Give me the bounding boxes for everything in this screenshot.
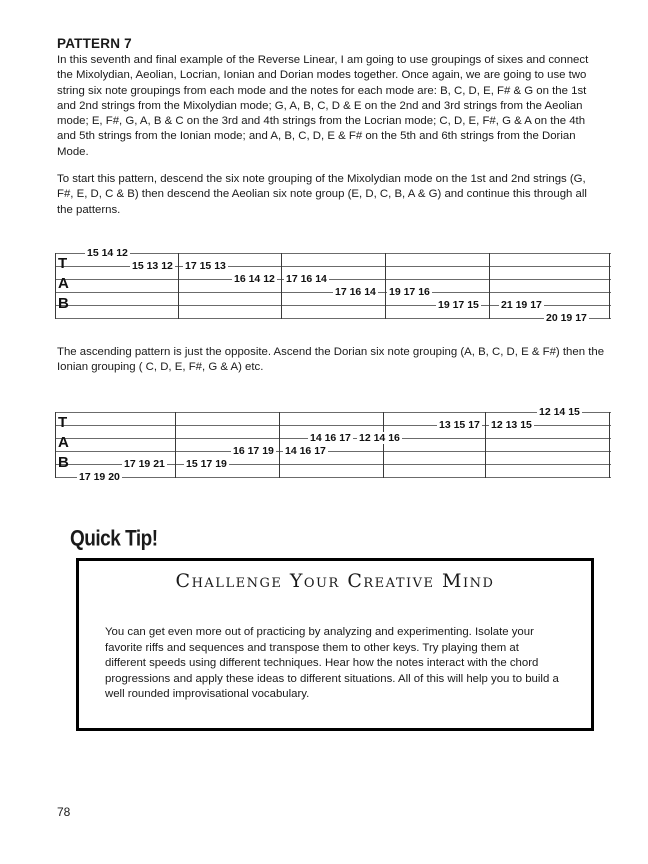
fret-number-group: 17 19 20	[79, 471, 120, 483]
fret-number-group: 15 14 12	[87, 247, 128, 259]
fret-number-group: 14 16 17	[310, 432, 351, 444]
fret-number-group: 14 16 17	[285, 445, 326, 457]
tip-box-body: You can get even more out of practicing by analyzing and experimenting. Isolate your favorite riffs and sequences and transpose them to other keys. Try playing them at different speeds using different techniques. Hear how the notes interact with the chord progressions and apply these ideas to different situations. All of this will help you to build a well rounded improvisational vocabulary.	[105, 626, 559, 700]
barline	[609, 253, 610, 319]
tip-box-title: Challenge Your Creative Mind	[175, 570, 495, 592]
fret-number-group: 12 13 15	[491, 419, 532, 431]
barline	[175, 412, 176, 478]
barline	[281, 253, 282, 319]
page-number: 78	[57, 805, 71, 819]
fret-number-group: 17 15 13	[185, 260, 226, 272]
fret-number-group: 19 17 15	[438, 299, 479, 311]
fret-number-group: 19 17 16	[389, 286, 430, 298]
tablature-ascending	[55, 406, 611, 483]
start-pattern-paragraph: To start this pattern, descend the six note grouping of the Mixolydian mode on the 1st and 2nd strings (G, F#, E, D, C & B) then descend the Aeolian six note group (E, D, C, B, A & G) and continue this through all the patterns.	[57, 173, 587, 216]
barline	[55, 253, 56, 319]
fret-number-group: 20 19 17	[546, 312, 587, 324]
fret-number-group: 15 13 12	[132, 260, 173, 272]
tab-clef-letter: A	[58, 434, 69, 451]
fret-number-group: 21 19 17	[501, 299, 542, 311]
fret-number-group: 17 16 14	[286, 273, 327, 285]
tab-clef-letter: B	[58, 295, 69, 312]
barline	[489, 253, 490, 319]
fret-number-group: 12 14 16	[359, 432, 400, 444]
fret-number-group: 12 14 15	[539, 406, 580, 418]
page-title: PATTERN 7	[57, 36, 132, 51]
barline	[279, 412, 280, 478]
fret-number-group: 17 16 14	[335, 286, 376, 298]
barline	[485, 412, 486, 478]
tablature-descending	[55, 247, 611, 324]
fret-number-group: 16 17 19	[233, 445, 274, 457]
barline	[55, 412, 56, 478]
tab-clef-letter: T	[58, 255, 68, 272]
tab-clef-letter: B	[58, 454, 69, 471]
fret-number-group: 13 15 17	[439, 419, 480, 431]
quick-tip-label: Quick Tip!	[70, 527, 158, 552]
tab-clef-letter: T	[58, 414, 68, 431]
quick-tip-box	[76, 558, 594, 731]
barline	[178, 253, 179, 319]
fret-number-group: 16 14 12	[234, 273, 275, 285]
barline	[385, 253, 386, 319]
fret-number-group: 15 17 19	[186, 458, 227, 470]
barline	[609, 412, 610, 478]
fret-number-group: 17 19 21	[124, 458, 165, 470]
ascending-paragraph: The ascending pattern is just the opposite. Ascend the Dorian six note grouping (A, B, C, D, E & F#) then the Ionian grouping ( C, D, E, F#, G & A) etc.	[57, 346, 605, 374]
barline	[383, 412, 384, 478]
tab-clef-letter: A	[58, 275, 69, 292]
intro-paragraph: In this seventh and final example of the Reverse Linear, I am going to use groupings of sixes and connect the Mixolydian, Aeolian, Locrian, Ionian and Dorian modes together. Once again, we are going to use two string six note groupings from each mode and the notes for each mode are: B, C, D, E, F# & G on the 1st and 2nd strings from the Mixolydian mode; G, A, B, C, D & E on the 2nd and 3rd strings from the Aeolian mode; E, F#, G, A, B & C on the 3rd and 4th strings from the Locrian mode; C, D, E, F#, G & A on the 4th and 5th strings from the Ionian mode; and A, B, C, D, E & F# on the 5th and 6th strings from the Dorian Mode.	[57, 54, 589, 158]
